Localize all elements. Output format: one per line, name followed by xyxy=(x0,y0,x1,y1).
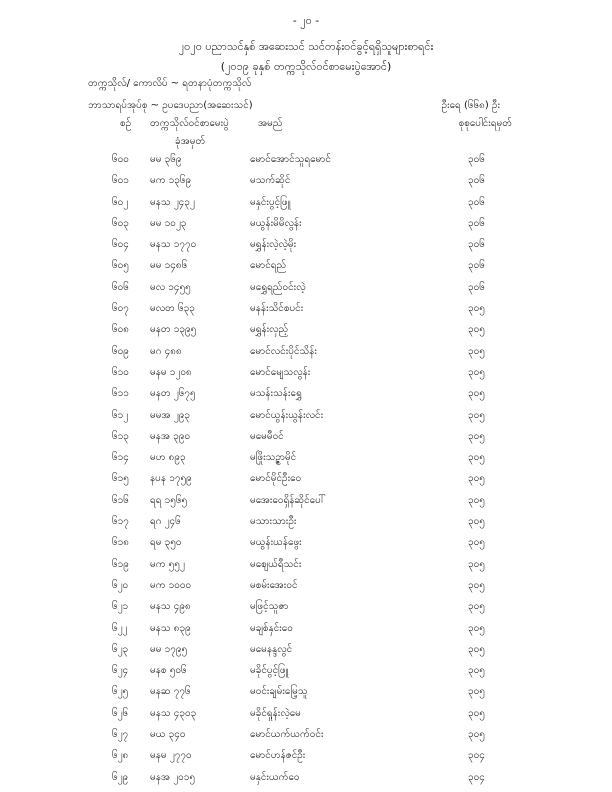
row-roll: မက ၁၀၀၀ xyxy=(150,579,192,591)
table-row xyxy=(0,322,612,343)
row-no: ၆၂၄ xyxy=(112,665,129,677)
table-row xyxy=(0,493,612,514)
row-roll: နပန ၁၇၅၉ xyxy=(150,473,192,485)
row-name: မနှင်းယက်ဝေ xyxy=(250,771,300,783)
row-amount: ၃၀၅ xyxy=(468,345,485,357)
row-name: မခိုင်ပွင့်ဖြူ xyxy=(250,665,289,677)
row-roll: မနစ ၅၀၆ xyxy=(150,665,187,677)
row-no: ၆၀၂ xyxy=(112,196,129,208)
row-name: မောင်အောင်သူရမောင် xyxy=(250,154,331,165)
page-number: - ၂၀ - xyxy=(292,14,320,27)
row-no: ၆၁၄ xyxy=(112,452,129,464)
row-amount: ၃၀၅ xyxy=(468,452,485,464)
row-no: ၆၁၇ xyxy=(112,516,129,528)
row-no: ၆၂၈ xyxy=(112,750,129,762)
table-body xyxy=(0,152,612,791)
row-no: ၆၀၆ xyxy=(112,281,129,293)
row-name: မစမ်းအေးဝင် xyxy=(250,579,298,591)
row-amount: ၃၀၅ xyxy=(468,494,485,506)
table-row xyxy=(0,450,612,471)
row-amount: ၃၀၅ xyxy=(468,366,485,378)
row-roll: ရရ ၁၅၆၅ xyxy=(150,494,188,506)
row-no: ၆၀၅ xyxy=(112,260,129,272)
row-no: ၆၁၈ xyxy=(112,537,129,549)
row-roll: မမ ၁၀၂၃ xyxy=(150,217,187,229)
table-row xyxy=(0,642,612,663)
table-row xyxy=(0,152,612,173)
row-no: ၆၀၇ xyxy=(112,303,129,315)
row-roll: မက ၅၅၂ xyxy=(150,558,185,570)
row-roll: မနသ ၄၉၈ xyxy=(150,601,191,613)
row-roll: မနမ ၁၂၀၈ xyxy=(150,366,192,378)
header-roll: တက္ကသိုလ်ဝင်စာမေးပွဲ xyxy=(150,118,229,129)
row-amount: ၃၀၅ xyxy=(468,707,485,719)
row-roll: မယ ၃၄၀ xyxy=(150,729,186,741)
row-amount: ၃၀၅ xyxy=(468,409,485,421)
row-name: မသန်းသန်းရွှေ xyxy=(250,388,302,400)
row-name: မသက်ဆိုင် xyxy=(250,175,291,187)
row-no: ၆၂၉ xyxy=(112,771,129,783)
row-amount: ၃၀၅ xyxy=(468,558,485,570)
row-name: မောင်ယွန်းယွန်းလင်း xyxy=(250,409,324,421)
row-roll: မနသ ၈၃၉ xyxy=(150,622,191,634)
row-roll: မနအ ၂၀၁၅ xyxy=(150,771,196,783)
table-row xyxy=(0,195,612,216)
university-label: တက္ကသိုလ်/ ကောလိပ် ~ ရတနာပုံတက္ကသိုလ် xyxy=(88,78,252,89)
row-roll: မမ ၁၇၉၅ xyxy=(150,643,188,655)
header-no: စဉ် xyxy=(120,118,132,129)
table-row xyxy=(0,684,612,705)
table-row xyxy=(0,706,612,727)
table-row xyxy=(0,599,612,620)
row-no: ၆၀၃ xyxy=(112,217,129,229)
row-no: ၆၁၅ xyxy=(112,473,129,485)
row-amount: ၃၀၆ xyxy=(468,260,485,272)
row-amount: ၃၀၅ xyxy=(468,473,485,485)
row-amount: ၃၀၅ xyxy=(468,579,485,591)
document-title: ၂၀၂၀ ပညာသင်နှစ် အဆေးသင် သင်တန်းဝင်ခွင့်ရရှိသူများစာရင်း xyxy=(178,40,434,53)
row-roll: မဂ ၄၈၈ xyxy=(150,345,182,357)
row-roll: မမအ ၂၉၃ xyxy=(150,409,190,421)
row-name: မမေနန္ဒလွင် xyxy=(250,643,293,655)
row-no: ၆၂၃ xyxy=(112,643,129,655)
row-name: မချစ်နှင်းဝေ xyxy=(250,622,293,634)
header-amount: စုစုပေါင်းရမှတ် xyxy=(458,118,512,129)
row-name: မဝင်းချမ်းမြေ့သူ xyxy=(250,686,308,698)
header-roll-sub: ခုံအမှတ် xyxy=(175,136,206,147)
row-name: မောင်မျေသလွန်း xyxy=(250,366,311,378)
table-row xyxy=(0,173,612,194)
table-row xyxy=(0,535,612,556)
row-amount: ၃၀၆ xyxy=(468,217,485,229)
table-row xyxy=(0,429,612,450)
row-no: ၆၂၀ xyxy=(112,579,129,591)
row-amount: ၃၀၆ xyxy=(468,281,485,293)
row-name: မအေးဝေရှိန်ဆိုင်ပေါ် xyxy=(250,494,326,506)
row-no: ၆၀၄ xyxy=(112,239,129,251)
row-amount: ၃၀၅ xyxy=(468,643,485,655)
table-row xyxy=(0,344,612,365)
row-name: မယွန်းယန်ဖွေး xyxy=(250,537,302,549)
row-no: ၆၁၆ xyxy=(112,494,129,506)
row-roll: မနတ ၁၃၉၅ xyxy=(150,324,197,336)
row-roll: မနသ ၄၃၀၃ xyxy=(150,707,197,719)
row-amount: ၃၀၅ xyxy=(468,601,485,613)
table-row xyxy=(0,727,612,748)
table-row xyxy=(0,770,612,791)
row-roll: မနသ ၂၄၃၂ xyxy=(150,196,195,208)
table-row xyxy=(0,557,612,578)
row-name: မခိုင်ရှုန်းလဲ့မေ xyxy=(250,707,301,719)
table-row xyxy=(0,578,612,599)
row-name: မောင်ယက်ယက်ဝင်း xyxy=(250,729,324,741)
row-no: ၆၂၆ xyxy=(112,707,129,719)
row-amount: ၃၀၆ xyxy=(468,154,485,165)
row-amount: ၃၀၅ xyxy=(468,729,485,741)
row-name: မဈေယ်ရီသင်း xyxy=(250,558,302,570)
total-count: ဦးရေ (၆၆၈) ဦး xyxy=(441,100,500,111)
table-row xyxy=(0,514,612,535)
row-amount: ၃၀၅ xyxy=(468,430,485,442)
table-row xyxy=(0,386,612,407)
row-roll: မက ၁၃၆၉ xyxy=(150,175,192,187)
row-name: မောင်ရည် xyxy=(250,260,287,272)
table-row xyxy=(0,663,612,684)
document-subtitle: (၂၀၁၉ ခုနှစ် တက္ကသိုလ်ဝင်စာမေးပွဲအောင်) xyxy=(220,60,392,73)
row-no: ၆၂၅ xyxy=(112,686,129,698)
table-row xyxy=(0,748,612,769)
row-amount: ၃၀၅ xyxy=(468,324,485,336)
row-amount: ၃၀၅ xyxy=(468,537,485,549)
row-amount: ၃၀၆ xyxy=(468,175,485,187)
table-row xyxy=(0,258,612,279)
row-no: ၆၀၉ xyxy=(112,345,129,357)
row-amount: ၃၀၆ xyxy=(468,196,485,208)
row-name: မယွန်းမိမိလွန်း xyxy=(250,217,302,229)
row-amount: ၃၀၅ xyxy=(468,388,485,400)
row-roll: မဟ ၈၉၃ xyxy=(150,452,186,464)
row-roll: မနသ ၁၇၇၀ xyxy=(150,239,197,251)
row-roll: မမ ၃၆၉ xyxy=(150,154,182,165)
row-no: ၆၁၉ xyxy=(112,558,129,570)
row-name: မနှင်းပွင့်ဖြူ xyxy=(250,196,291,208)
table-row xyxy=(0,301,612,322)
row-amount: ၃၀၅ xyxy=(468,622,485,634)
row-no: ၆၂၇ xyxy=(112,729,129,741)
table-row xyxy=(0,280,612,301)
row-no: ၆၁၃ xyxy=(112,430,129,442)
row-roll: မနမ ၂၇၇၀ xyxy=(150,750,192,762)
row-amount: ၃၀၆ xyxy=(468,239,485,251)
row-roll: မလတ ၆၃၃ xyxy=(150,303,195,315)
row-roll: မနဆ ၇၇၆ xyxy=(150,686,191,698)
row-amount: ၃၀၅ xyxy=(468,303,485,315)
row-roll: မမ ၁၄၈၆ xyxy=(150,260,188,272)
row-roll: ရဂ ၂၄၆ xyxy=(150,516,181,528)
row-name: မဖြိုးသဉ္ဇာမိုင် xyxy=(250,452,297,464)
row-name: မမေမီဝင် xyxy=(250,430,284,442)
row-amount: ၃၀၄ xyxy=(468,771,485,783)
row-no: ၆၂၁ xyxy=(112,601,129,613)
row-amount: ၃၀၅ xyxy=(468,686,485,698)
row-no: ၆၁၁ xyxy=(112,388,129,400)
table-row xyxy=(0,365,612,386)
row-name: မသားသားဦး xyxy=(250,516,297,528)
row-amount: ၃၀၄ xyxy=(468,750,485,762)
table-row xyxy=(0,471,612,492)
row-no: ၆၀၀ xyxy=(112,154,129,165)
header-name: အမည် xyxy=(258,118,283,129)
row-name: မရွှန်းလဲ့လဲ့မိုး xyxy=(250,239,297,251)
row-roll: ရမ ၃၅၀ xyxy=(150,537,182,549)
row-name: မရွှန်းလှည့် xyxy=(250,324,289,336)
row-amount: ၃၀၅ xyxy=(468,665,485,677)
row-name: မောင်မိုင်ဦးဝေ xyxy=(250,473,302,485)
row-name: မရွှေရည်ဝင်းလဲ့ xyxy=(250,281,306,293)
row-roll: မလ ၁၄၅၅ xyxy=(150,281,191,293)
row-roll: မနအ ၃၉၀ xyxy=(150,430,191,442)
row-name: မောင်ဟန်ဇင်ဦး xyxy=(250,750,306,762)
row-no: ၆၂၂ xyxy=(112,622,128,634)
table-row xyxy=(0,408,612,429)
table-row xyxy=(0,237,612,258)
table-row xyxy=(0,216,612,237)
row-roll: မနတ ၂၆၇၅ xyxy=(150,388,196,400)
row-no: ၆၀၈ xyxy=(112,324,129,336)
subject-group-label: ဘာသာရပ်အုပ်စု ~ ဥပဒေပညာ(အဆေးသင်) xyxy=(88,100,253,111)
row-name: မောင်လင်းပိုင်သိန်း xyxy=(250,345,317,357)
row-no: ၆၁၀ xyxy=(112,366,129,378)
row-no: ၆၁၂ xyxy=(112,409,129,421)
row-amount: ၃၀၅ xyxy=(468,516,485,528)
table-row xyxy=(0,621,612,642)
row-no: ၆၀၁ xyxy=(112,175,129,187)
row-name: မနန်းသိင်စပင်း xyxy=(250,303,304,315)
row-name: မဖြင့်သူဇာ xyxy=(250,601,289,613)
